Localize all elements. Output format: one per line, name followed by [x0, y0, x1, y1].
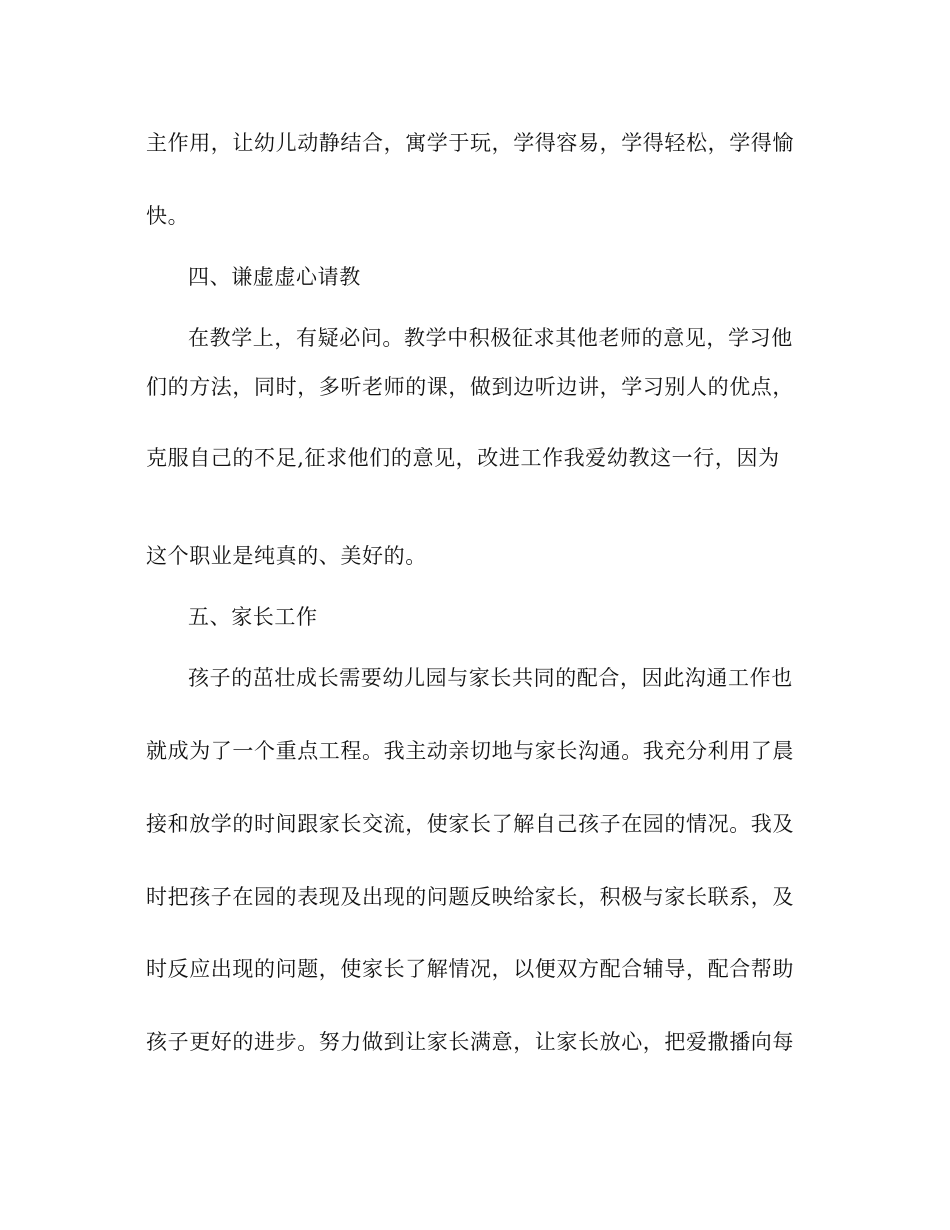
- paragraph-line: 就成为了一个重点工程。我主动亲切地与家长沟通。我充分利用了晨: [146, 739, 794, 763]
- paragraph-line: 快。: [146, 204, 190, 228]
- paragraph-line: 孩子更好的进步。努力做到让家长满意，让家长放心，把爱撒播向每: [146, 1030, 794, 1054]
- paragraph-line: 时反应出现的问题，使家长了解情况，以便双方配合辅导，配合帮助: [146, 957, 794, 981]
- section-heading: 五、家长工作: [188, 605, 318, 629]
- paragraph-line: 孩子的茁壮成长需要幼儿园与家长共同的配合，因此沟通工作也: [188, 666, 793, 690]
- paragraph-line: 主作用，让幼儿动静结合，寓学于玩，学得容易，学得轻松，学得愉: [146, 131, 794, 155]
- paragraph-line: 们的方法，同时，多听老师的课，做到边听边讲，学习别人的优点，: [146, 375, 794, 399]
- section-heading: 四、谦虚虚心请教: [188, 265, 361, 289]
- paragraph-line: 克服自己的不足,征求他们的意见，改进工作我爱幼教这一行，因为: [146, 446, 780, 470]
- paragraph-line: 在教学上，有疑必问。教学中积极征求其他老师的意见，学习他: [188, 326, 793, 350]
- paragraph-line: 这个职业是纯真的、美好的。: [146, 544, 427, 568]
- paragraph-line: 时把孩子在园的表现及出现的问题反映给家长，积极与家长联系，及: [146, 885, 794, 909]
- paragraph-line: 接和放学的时间跟家长交流，使家长了解自己孩子在园的情况。我及: [146, 812, 794, 836]
